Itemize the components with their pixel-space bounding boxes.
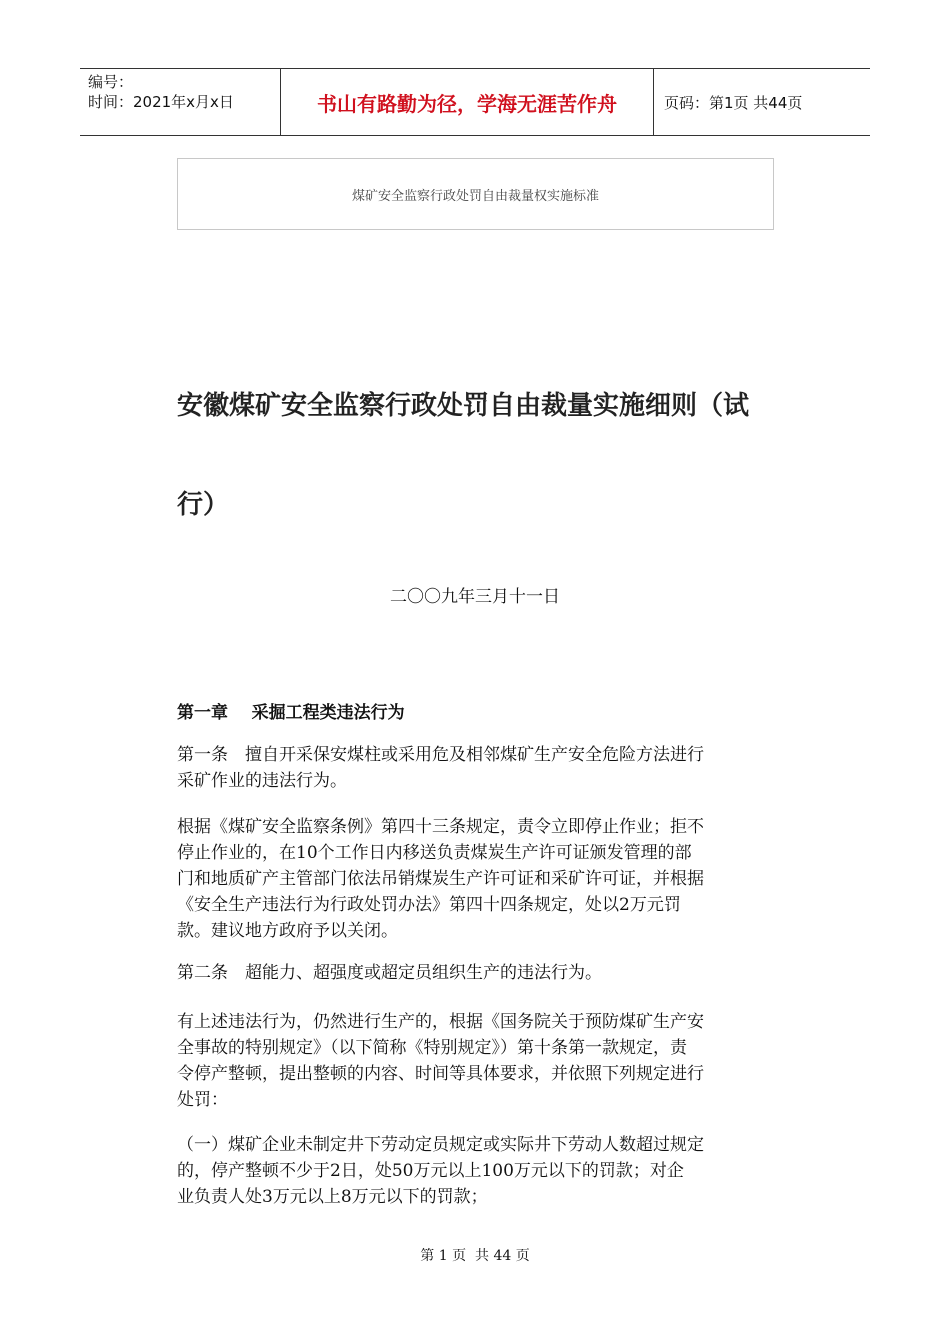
article-1 <box>177 742 775 794</box>
text-line: 采矿作业的违法行为。 <box>177 771 347 791</box>
document-date: 二〇〇九年三月十一日 <box>390 587 560 607</box>
article-1-penalty <box>177 814 775 944</box>
text-line: 款。建议地方政府予以关闭。 <box>177 921 398 941</box>
subject-text: 煤矿安全监察行政处罚自由裁量权实施标准 <box>351 188 599 204</box>
document-title-line-2: 行） <box>177 490 230 520</box>
text-line: 停止作业的，在10个工作日内移送负责煤炭生产许可证颁发管理的部 <box>177 843 692 863</box>
document-title-line-1: 安徽煤矿安全监察行政处罚自由裁量实施细则（试 <box>177 391 750 421</box>
text-line: 处罚： <box>177 1090 228 1110</box>
date-label: 时间：2021年x月x日 <box>88 93 234 111</box>
text-line: 第二条 超能力、超强度或超定员组织生产的违法行为。 <box>177 963 602 983</box>
text-line: 全事故的特别规定》（以下简称《特别规定》）第十条第一款规定，责 <box>177 1038 687 1058</box>
page-header <box>80 68 870 136</box>
text-line: 业负责人处3万元以上8万元以下的罚款； <box>177 1187 488 1207</box>
subject-box <box>177 158 774 230</box>
article-2-item-1 <box>177 1132 775 1210</box>
text-line: 根据《煤矿安全监察条例》第四十三条规定，责令立即停止作业；拒不 <box>177 817 704 837</box>
text-line: 第一条 擅自开采保安煤柱或采用危及相邻煤矿生产安全危险方法进行 <box>177 745 704 765</box>
number-label: 编号： <box>88 73 134 91</box>
header-motto: 书山有路勤为径，学海无涯苦作舟 <box>281 69 654 135</box>
article-2-penalty <box>177 1009 775 1113</box>
text-line: 门和地质矿产主管部门依法吊销煤炭生产许可证和采矿许可证，并根据 <box>177 869 704 889</box>
header-page-info: 页码：第1页 共44页 <box>664 93 803 112</box>
text-line: 的，停产整顿不少于2日，处50万元以上100万元以下的罚款；对企 <box>177 1161 684 1181</box>
text-line: （一）煤矿企业未制定井下劳动定员规定或实际井下劳动人数超过规定 <box>177 1135 704 1155</box>
text-line: 《安全生产违法行为行政处罚办法》第四十四条规定，处以2万元罚 <box>177 895 681 915</box>
text-line: 有上述违法行为，仍然进行生产的，根据《国务院关于预防煤矿生产安 <box>177 1012 704 1032</box>
article-2 <box>177 960 775 986</box>
text-line: 令停产整顿，提出整顿的内容、时间等具体要求，并依照下列规定进行 <box>177 1064 704 1084</box>
chapter-heading: 第一章 采掘工程类违法行为 <box>177 703 405 723</box>
page-footer: 第 1 页 共 44 页 <box>420 1248 530 1264</box>
header-meta <box>80 69 281 135</box>
